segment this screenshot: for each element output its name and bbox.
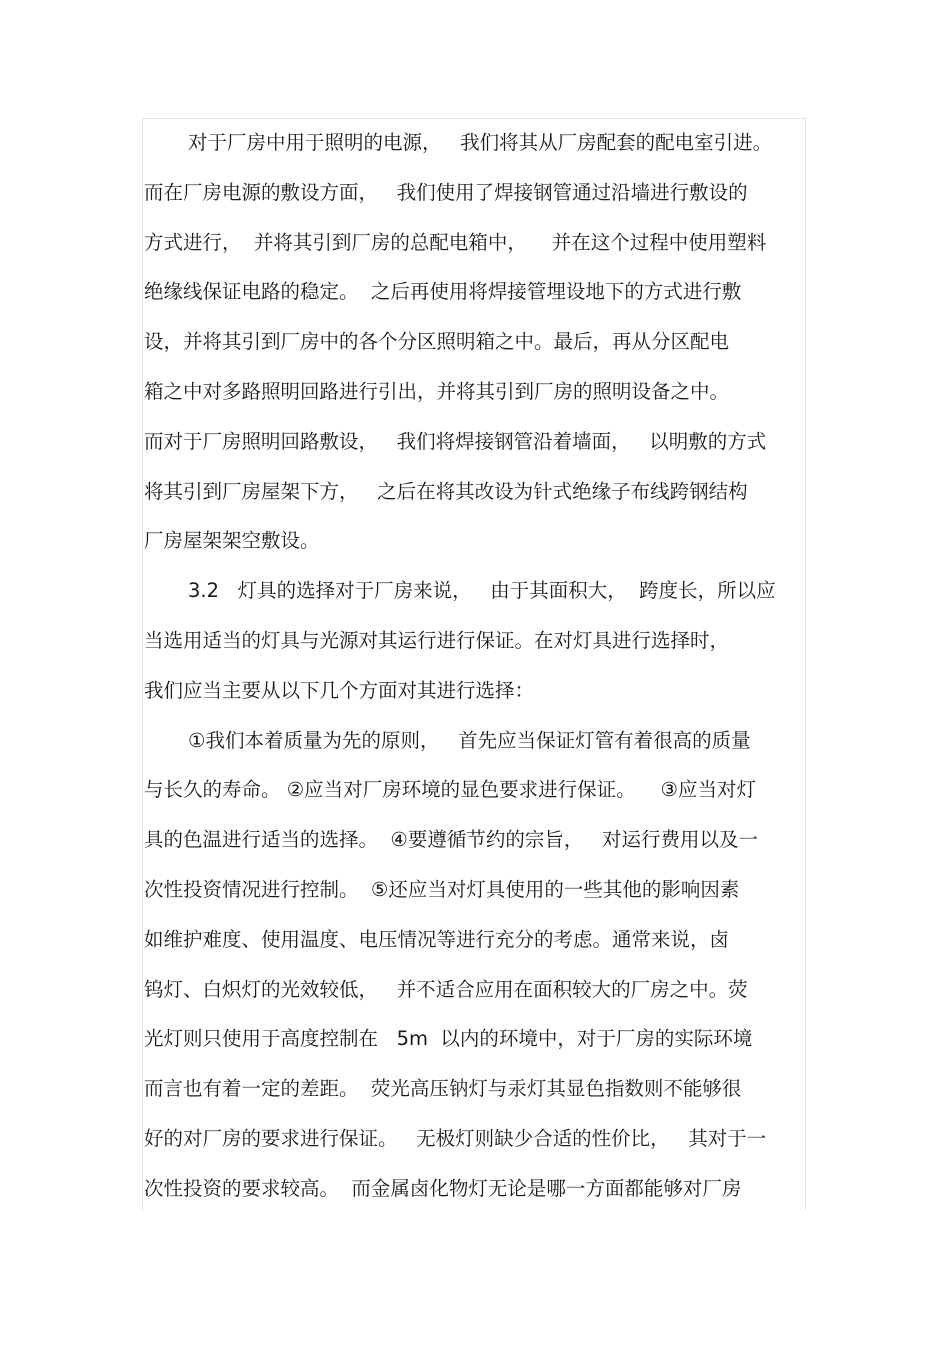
text-line: 而对于厂房照明回路敷设， 我们将焊接钢管沿着墙面， 以明敷的方式: [144, 429, 767, 453]
text-line: 好的对厂房的要求进行保证。 无极灯则缺少合适的性价比， 其对于一: [144, 1126, 767, 1150]
text-line: 我们应当主要从以下几个方面对其进行选择：: [144, 678, 535, 702]
text-line: 钨灯、白炽灯的光效较低， 并不适合应用在面积较大的厂房之中。荧: [144, 977, 748, 1001]
text-line: 如维护难度、使用温度、电压情况等进行充分的考虑。通常来说，卤: [144, 927, 730, 951]
text-line: ①我们本着质量为先的原则， 首先应当保证灯管有着很高的质量: [188, 728, 751, 752]
text-line: 厂房屋架架空敷设。: [144, 529, 320, 553]
document-body: [144, 118, 806, 1214]
text-line: 次性投资情况进行控制。 ⑤还应当对灯具使用的一些其他的影响因素: [144, 877, 740, 901]
text-line: 3.2 灯具的选择对于厂房来说， 由于其面积大， 跨度长，所以应: [188, 579, 776, 603]
text-line: 具的色温进行适当的选择。 ④要遵循节约的宗旨， 对运行费用以及一: [144, 828, 758, 852]
text-line: 对于厂房中用于照明的电源， 我们将其从厂房配套的配电室引进。: [188, 131, 773, 154]
text-line: 箱之中对多路照明回路进行引出，并将其引到厂房的照明设备之中。: [144, 379, 730, 403]
text-line: 而在厂房电源的敷设方面， 我们使用了焊接钢管通过沿墙进行敷设的: [144, 180, 748, 204]
text-line: 与长久的寿命。 ②应当对厂房环境的显色要求进行保证。 ③应当对灯: [144, 778, 756, 802]
text-line: 而言也有着一定的差距。 荧光高压钠灯与汞灯其显色指数则不能够很: [144, 1077, 742, 1101]
text-line: 方式进行， 并将其引到厂房的总配电箱中， 并在这个过程中使用塑料: [144, 230, 767, 254]
text-line: 将其引到厂房屋架下方， 之后在将其改设为针式绝缘子布线跨钢结构: [144, 479, 748, 503]
text-line: 当选用适当的灯具与光源对其运行进行保证。在对灯具进行选择时，: [144, 628, 730, 652]
text-line: 光灯则只使用于高度控制在 5m 以内的环境中，对于厂房的实际环境: [144, 1027, 753, 1051]
text-line: 绝缘线保证电路的稳定。 之后再使用将焊接管埋设地下的方式进行敷: [144, 280, 742, 304]
text-line: 次性投资的要求较高。 而金属卤化物灯无论是哪一方面都能够对厂房: [144, 1176, 742, 1200]
text-line: 设，并将其引到厂房中的各个分区照明箱之中。最后，再从分区配电: [144, 330, 730, 354]
